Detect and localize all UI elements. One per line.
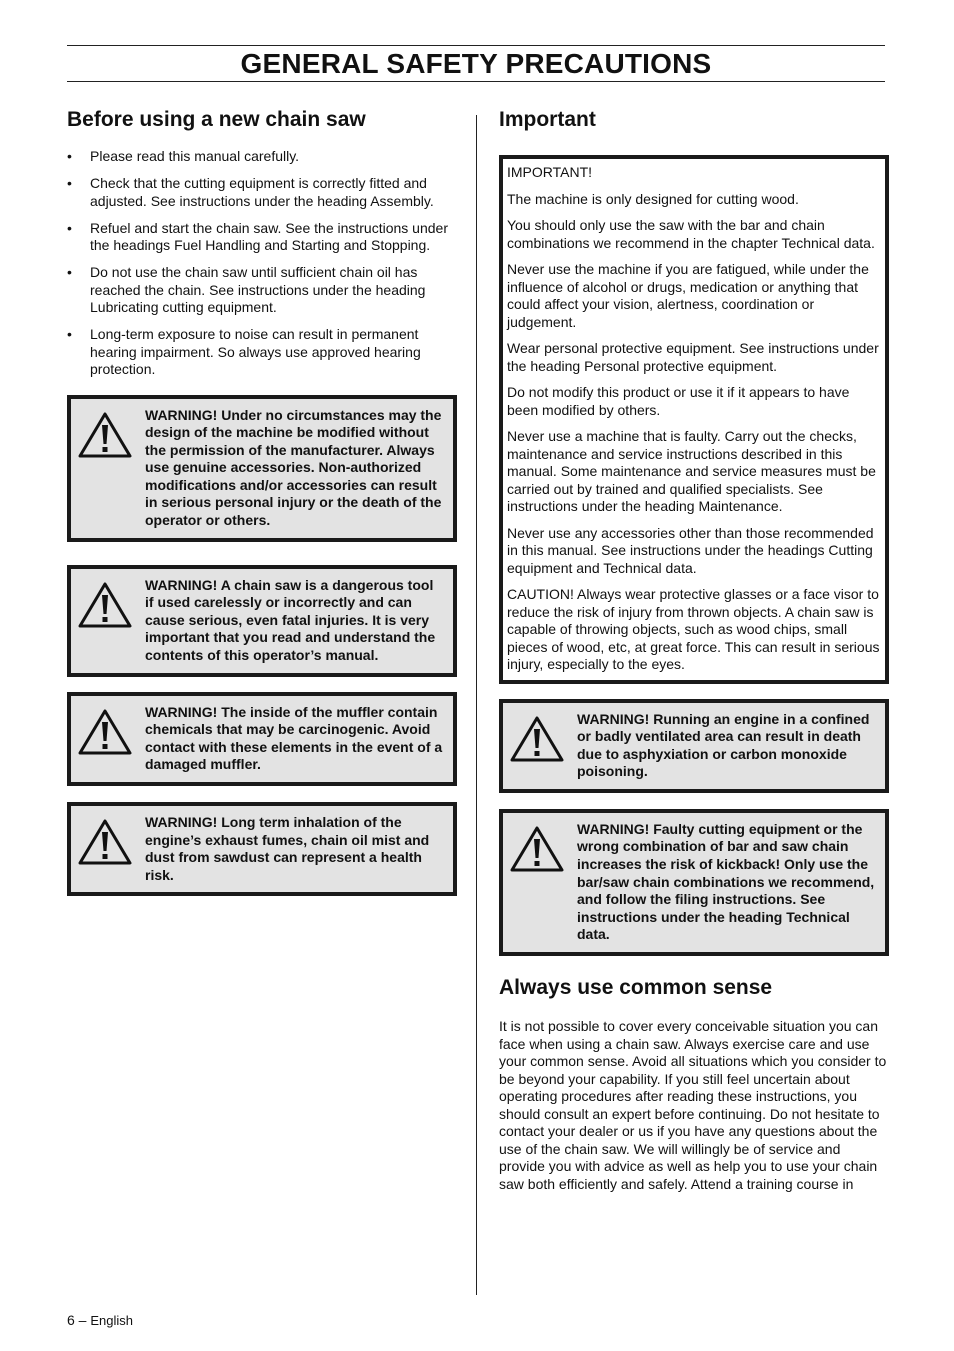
section-heading-common-sense: Always use common sense [499, 976, 773, 1000]
column-divider [476, 115, 477, 1295]
footer-language: English [90, 1313, 133, 1328]
section-heading-before-using: Before using a new chain saw [67, 108, 366, 131]
important-paragraph: CAUTION! Always wear protective glasses or a face visor to reduce the risk of injury from thrown objects. A chain saw is capable of throwing objects, such as wood chips, small pieces of wood, etc, at great force. This can result in serious injury, especially to the eyes. [507, 586, 880, 672]
warning-text: WARNING! Faulty cutting equipment or the wrong combination of bar and saw chain increases the risk of kickback! Only use the bar/saw chain combinations we recommend, and follow the filing instructions. See instructions under the heading Technical data. [577, 820, 875, 943]
important-paragraph: Never use the machine if you are fatigued, while under the influence of alcohol or drugs, medication or anything that could affect your vision, alertness, coordination or judgement. [507, 261, 869, 330]
warning-box-modification [67, 395, 457, 542]
before-using-list [67, 148, 457, 379]
warning-triangle-icon [509, 711, 569, 781]
page-title-bar [67, 45, 885, 82]
page-number: 6 – [67, 1312, 87, 1328]
left-column [67, 108, 457, 896]
warning-text: WARNING! Under no circumstances may the design of the machine be modified without the permission of the manufacturer. Always use genuine accessories. Non-authorized modifications and/or accessories can result in serious personal injury or the death of the operator or others. [145, 406, 442, 529]
warning-triangle-icon [77, 577, 137, 665]
right-column [499, 108, 889, 1193]
warning-triangle-icon [77, 814, 137, 884]
warning-box-dangerous-tool [67, 565, 457, 677]
list-item: • Check that the cutting equipment is correctly fitted and adjusted. See instructions under the heading Assembly. [67, 175, 457, 210]
warning-text: WARNING! Long term inhalation of the engine’s exhaust fumes, chain oil mist and dust from sawdust can represent a health risk. [145, 814, 430, 883]
warning-box-confined-area [499, 699, 889, 793]
important-paragraph: The machine is only designed for cutting wood. [507, 190, 799, 207]
warning-text: WARNING! The inside of the muffler contain chemicals that may be carcinogenic. Avoid contact with these elements in the event of a damaged muffler. [145, 703, 443, 773]
section-heading-important: Important [499, 108, 596, 131]
warning-box-kickback [499, 809, 889, 956]
page-footer [67, 1312, 133, 1328]
important-paragraph: Never use any accessories other than those recommended in this manual. See instructions under the headings Cutting equipment and Technical data. [507, 524, 874, 576]
important-box [499, 155, 889, 684]
warning-triangle-icon [77, 407, 137, 530]
list-item: • Please read this manual carefully. [67, 148, 457, 166]
important-paragraph: IMPORTANT! [507, 164, 593, 180]
important-paragraph: Do not modify this product or use it if it appears to have been modified by others. [507, 384, 850, 418]
important-paragraph: Never use a machine that is faulty. Carry out the checks, maintenance and service instructions described in this manual. Some maintenance and service measures must be carried out by trained and qualified specialists. See instructions under the heading Maintenance. [507, 428, 876, 514]
warning-box-inhalation [67, 802, 457, 896]
page-title: GENERAL SAFETY PRECAUTIONS [240, 47, 712, 79]
warning-box-muffler [67, 692, 457, 786]
warning-text: WARNING! A chain saw is a dangerous tool if used carelessly or incorrectly and can cause serious, even fatal injuries. It is very important that you read and understand the contents of this operator’s manual. [145, 576, 436, 664]
warning-triangle-icon [77, 704, 137, 774]
list-item: • Refuel and start the chain saw. See the instructions under the headings Fuel Handling and Starting and Stopping. [67, 220, 457, 255]
warning-triangle-icon [509, 821, 569, 944]
common-sense-paragraph: It is not possible to cover every conceivable situation you can face when using a chain saw. Always exercise care and use your common sense. Avoid all situations which you consider to be beyond your capability. If you still feel uncertain about operating procedures after reading these instructions, you should consult an expert before continuing. Do not hesitate to contact your dealer or us if you have any questions about the use of the chain saw. We will willingly be of service and provide you with advice as well as help you to use your chain saw both efficiently and safely. Attend a training course in [499, 1018, 887, 1192]
list-item: • Long-term exposure to noise can result in permanent hearing impairment. So always use approved hearing protection. [67, 326, 457, 379]
important-paragraph: You should only use the saw with the bar and chain combinations we recommend in the chapter Technical data. [507, 217, 875, 251]
warning-text: WARNING! Running an engine in a confined or badly ventilated area can result in death due to asphyxiation or carbon monoxide poisoning. [577, 710, 870, 780]
list-item: • Do not use the chain saw until sufficient chain oil has reached the chain. See instructions under the heading Lubricating cutting equipment. [67, 264, 457, 317]
important-paragraph: Wear personal protective equipment. See instructions under the heading Personal protective equipment. [507, 340, 879, 374]
